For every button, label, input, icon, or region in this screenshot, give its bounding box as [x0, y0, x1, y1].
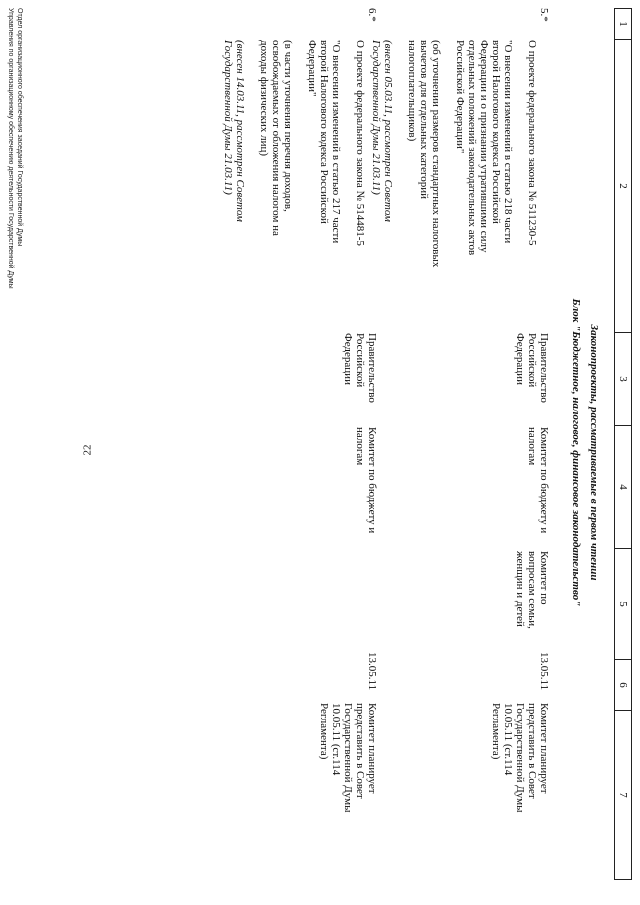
bill-author: Правительство Российской Федерации	[342, 333, 378, 403]
col-header-4: 4	[615, 426, 632, 549]
footer-line-2: Управления по организационному обеспечению деятельности Государственной Думы	[7, 8, 14, 289]
col-header-6: 6	[615, 660, 632, 711]
bill-title: "О внесении изменений в статью 218 части второй Налогового кодекса Российской Федерации и о признании утратившими силу отдельных положений законодательных актов Российской Федерации"	[454, 40, 514, 256]
footer	[6, 8, 24, 508]
co-executor-committee: Комитет по вопросам семьи, женщин и детей	[514, 551, 550, 629]
col-header-1: 1	[615, 9, 632, 40]
col-header-5: 5	[615, 549, 632, 660]
bill-intro: О проекте федерального закона № 511230-5	[526, 40, 538, 246]
row-number: 5.*	[538, 8, 550, 22]
row-note: Комитет планирует представить в Совет Государственной Думы 10.05.11 (ст.114 Регламента)	[490, 703, 550, 813]
bill-detail: (в части уточнения перечня доходов, освобождаемых от обложения налогом на доходы физических лиц)	[258, 40, 294, 236]
col-header-3: 3	[615, 333, 632, 426]
responsible-committee: Комитет по бюджету и налогам	[526, 427, 550, 534]
date: 13.05.11	[366, 652, 378, 691]
column-number-header	[614, 8, 632, 880]
page-number: 22	[81, 444, 94, 456]
footer-line-1: Отдел организационного обеспечения заседаний Государственной Думы	[16, 8, 23, 247]
bill-note: (внесен 05.03.11, рассмотрен Советом Государственной Думы 21.03.11)	[370, 40, 394, 222]
block-title: Блок "Бюджетное, налоговое, финансовое законодательство"	[570, 298, 582, 607]
bill-title: "О внесении изменений в статью 217 части второй Налогового кодекса Российской Федерации"	[306, 40, 342, 244]
col-header-2: 2	[615, 40, 632, 333]
bill-intro: О проекте федерального закона № 514481-5	[354, 40, 366, 246]
row-number: 6.*	[366, 8, 378, 22]
col-header-7: 7	[615, 711, 632, 880]
bill-note: (внесен 14.03.11, рассмотрен Советом Государственной Думы 21.03.11)	[222, 40, 246, 222]
bill-description	[210, 40, 378, 270]
bill-detail: (об уточнении размеров стандартных налоговых вычетов для отдельных категорий налогоплательщиков)	[406, 40, 442, 268]
date: 13.05.11	[538, 652, 550, 691]
bill-description	[358, 40, 550, 270]
bill-author: Правительство Российской Федерации	[514, 333, 550, 403]
responsible-committee: Комитет по бюджету и налогам	[354, 427, 378, 534]
row-note: Комитет планирует представить в Совет Государственной Думы 10.05.11 (ст.114 Регламента)	[318, 703, 378, 813]
section-title: Законопроекты, рассматриваемые в первом чтении	[588, 324, 600, 581]
